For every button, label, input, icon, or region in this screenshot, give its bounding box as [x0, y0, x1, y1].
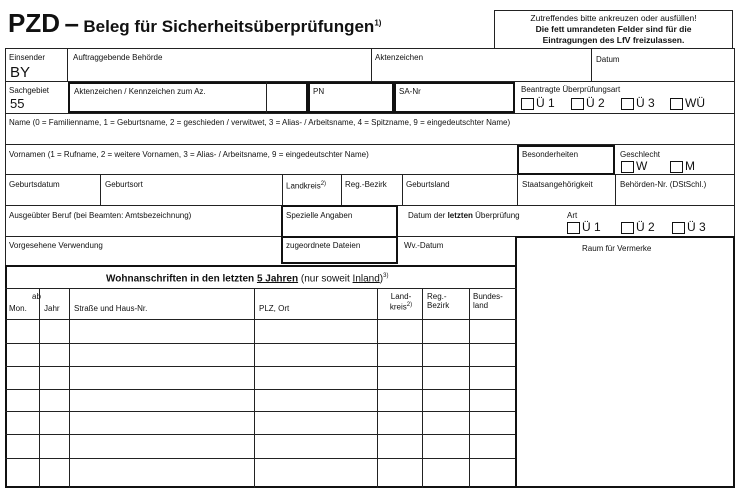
title-footnote: 1)	[374, 18, 382, 28]
instruction-line-3: Eintragungen des LfV freizulassen.	[542, 35, 685, 45]
vermerke-label: Raum für Vermerke	[582, 244, 652, 253]
title-pzd: PZD	[8, 8, 60, 38]
aktenzeichen-label: Aktenzeichen	[375, 53, 424, 62]
col-regbezirk: Reg.- Bezirk	[427, 292, 450, 310]
col-ab: ab	[32, 292, 41, 301]
checkbox-ue3[interactable]: Ü 3	[621, 97, 655, 110]
col-bundesland: Bundes- land	[473, 292, 503, 310]
checkbox-letzte-ue1[interactable]: Ü 1	[567, 221, 601, 234]
checkbox-wue[interactable]: WÜ	[670, 97, 705, 110]
col-mon: Mon.	[9, 304, 27, 313]
ueberpruefungsart-label: Beantragte Überprüfungsart	[521, 85, 621, 94]
checkbox-letzte-ue3[interactable]: Ü 3	[672, 221, 706, 234]
wohnanschriften-title: Wohnanschriften in den letzten 5 Jahren (nur soweit Inland)$^{3)}$	[106, 273, 389, 285]
checkbox-ue2[interactable]: Ü 2	[571, 97, 605, 110]
geburtsort-label: Geburtsort	[105, 180, 143, 189]
instruction-line-1: Zutreffendes bitte ankreuzen oder ausfüllen!	[530, 13, 697, 23]
sachgebiet-value[interactable]: 55	[10, 96, 25, 111]
einsender-value[interactable]: BY	[10, 64, 31, 81]
spezielle-angaben-label: Spezielle Angaben	[286, 211, 353, 220]
az-label: Aktenzeichen / Kennzeichen zum Az.	[74, 87, 206, 96]
behoerden-nr-label: Behörden-Nr. (DStSchl.)	[620, 180, 707, 189]
table-row[interactable]	[5, 389, 515, 390]
wv-datum-label: Wv.-Datum	[404, 241, 444, 250]
sachgebiet-label: Sachgebiet	[9, 86, 50, 95]
dateien-label: zugeordnete Dateien	[286, 241, 361, 250]
title-subtitle: Beleg für Sicherheitsüberprüfungen	[83, 17, 375, 36]
instruction-line-2: Die fett umrandeten Felder sind für die	[535, 24, 692, 34]
instruction-box	[494, 10, 733, 49]
verwendung-label: Vorgesehene Verwendung	[9, 241, 103, 250]
col-landkreis: Land- kreis$^{2)}$	[389, 292, 413, 312]
landkreis-label: Landkreis$^{2)}$	[286, 181, 327, 191]
geschlecht-label: Geschlecht	[620, 150, 661, 159]
beruf-label: Ausgeübter Beruf (bei Beamten: Amtsbezeichnung)	[9, 211, 192, 220]
table-row[interactable]	[5, 343, 515, 344]
geburtsland-label: Geburtsland	[406, 180, 450, 189]
staatsangehoerigkeit-label: Staatsangehörigkeit	[522, 180, 593, 189]
table-row[interactable]	[5, 411, 515, 412]
name-label: Name (0 = Familienname, 1 = Geburtsname, 2 = geschieden / verwitwet, 3 = Alias- / Arbeitsname, 4 = Spitzname, 9 = eingedeutschter Name)	[9, 118, 511, 127]
vermerke-box[interactable]	[515, 236, 735, 488]
besonderheiten-label: Besonderheiten	[522, 150, 579, 159]
checkbox-letzte-ue2[interactable]: Ü 2	[621, 221, 655, 234]
table-row[interactable]	[5, 458, 515, 459]
regbezirk-label: Reg.-Bezirk	[345, 180, 387, 189]
checkbox-w[interactable]: W	[621, 160, 647, 173]
col-jahr: Jahr	[44, 304, 60, 313]
art-label: Art	[567, 211, 578, 220]
checkbox-ue1[interactable]: Ü 1	[521, 97, 555, 110]
einsender-label: Einsender	[9, 53, 46, 62]
col-strasse: Straße und Haus-Nr.	[74, 304, 148, 313]
vornamen-label: Vornamen (1 = Rufname, 2 = weitere Vornamen, 3 = Alias- / Arbeitsname, 9 = eingedeutschter Name)	[9, 150, 369, 159]
geburtsdatum-label: Geburtsdatum	[9, 180, 60, 189]
checkbox-m[interactable]: M	[670, 160, 695, 173]
behoerde-label: Auftraggebende Behörde	[73, 53, 163, 62]
datum-label: Datum	[596, 55, 620, 64]
pn-label: PN	[313, 87, 325, 96]
col-plz: PLZ, Ort	[259, 304, 290, 313]
table-row[interactable]	[5, 434, 515, 435]
title-dash: –	[64, 8, 79, 38]
table-row[interactable]	[5, 366, 515, 367]
sanr-label: SA-Nr	[399, 87, 421, 96]
form-title	[8, 8, 381, 39]
letzte-ueberpruefung-label: Datum der letzten Überprüfung	[408, 211, 520, 220]
